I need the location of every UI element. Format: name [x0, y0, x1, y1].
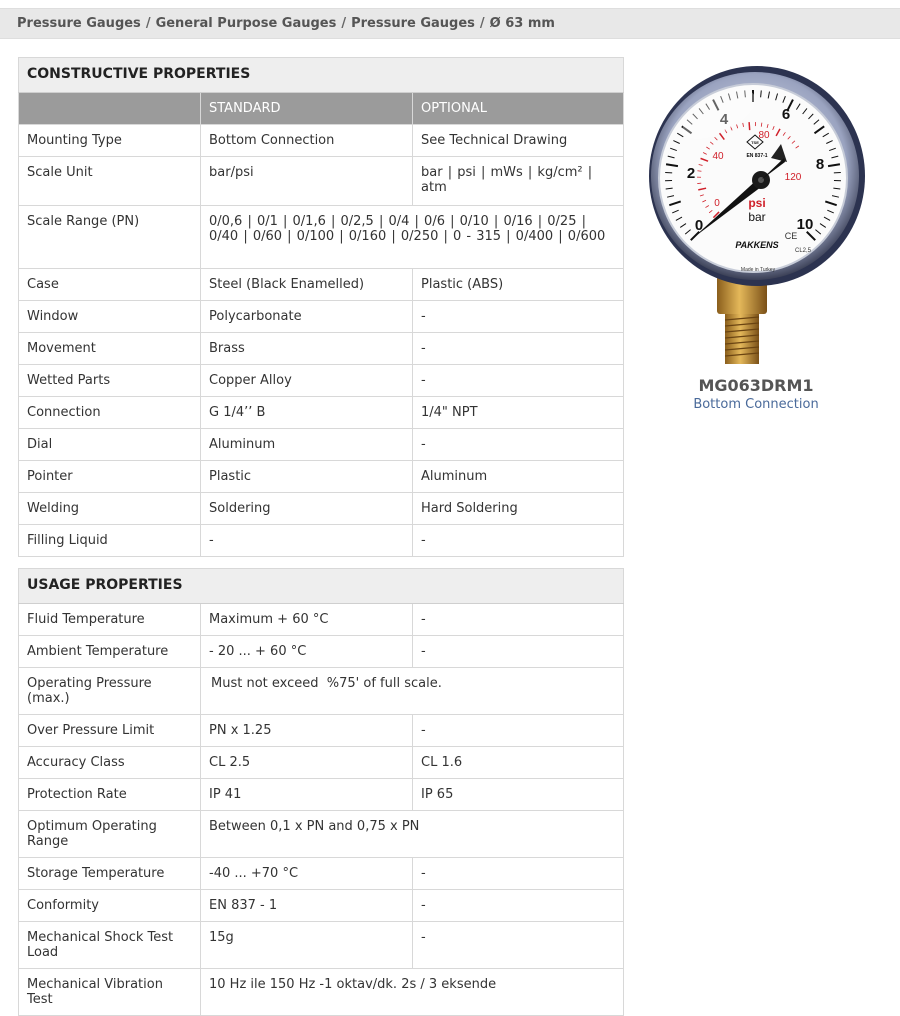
standard-value: bar/psi: [201, 157, 413, 206]
optional-value: -: [413, 525, 624, 557]
row-label: Mounting Type: [19, 125, 201, 157]
table-row: [19, 715, 624, 747]
optional-value: IP 65: [413, 779, 624, 811]
row-label: Mechanical Vibration Test: [19, 969, 201, 1016]
table-row: [19, 779, 624, 811]
optional-value: Hard Soldering: [413, 493, 624, 525]
table-row: [19, 525, 624, 557]
psi-label-0: 0: [714, 198, 720, 209]
made-in-label: Made in Turkey: [741, 267, 776, 273]
standard-value: 10 Hz ile 150 Hz -1 oktav/dk. 2s / 3 eksende: [201, 969, 624, 1016]
breadcrumb-item-pressure-gauges-2[interactable]: Pressure Gauges: [351, 16, 475, 31]
row-label: Mechanical Shock Test Load: [19, 922, 201, 969]
row-label: Welding: [19, 493, 201, 525]
standard-value: 0/0,6 | 0/1 | 0/1,6 | 0/2,5 | 0/4 | 0/6 | 0/10 | 0/16 | 0/25 | 0/40 | 0/60 | 0/100 | 0/160 | 0/250 | 0 - 315 | 0/400 | 0/600: [201, 206, 624, 269]
breadcrumb: Pressure Gauges / General Purpose Gauges / Pressure Gauges / Ø 63 mm: [0, 8, 900, 39]
breadcrumb-item-general-purpose[interactable]: General Purpose Gauges: [156, 16, 337, 31]
breadcrumb-item-pressure-gauges[interactable]: Pressure Gauges: [17, 16, 141, 31]
standard-value: Copper Alloy: [201, 365, 413, 397]
row-label: Optimum Operating Range: [19, 811, 201, 858]
optional-value: -: [413, 636, 624, 668]
row-label: Filling Liquid: [19, 525, 201, 557]
row-label: Conformity: [19, 890, 201, 922]
optional-value: -: [413, 715, 624, 747]
table-row: [19, 969, 624, 1016]
standard-value: 15g: [201, 922, 413, 969]
row-label: Dial: [19, 429, 201, 461]
brass-thread: [725, 314, 759, 364]
section-title-constructive: CONSTRUCTIVE PROPERTIES: [19, 58, 624, 93]
row-label: Protection Rate: [19, 779, 201, 811]
unit-bar: bar: [748, 210, 765, 224]
product-subtitle-link[interactable]: Bottom Connection: [645, 397, 867, 412]
table-row: [19, 301, 624, 333]
standard-value: - 20 ... + 60 °C: [201, 636, 413, 668]
row-label: Connection: [19, 397, 201, 429]
table-row: [19, 747, 624, 779]
standard-value: G 1/4’’ B: [201, 397, 413, 429]
row-label: Movement: [19, 333, 201, 365]
bar-tick: [761, 90, 762, 97]
optional-value: -: [413, 429, 624, 461]
table-row: [19, 206, 624, 269]
table-row: [19, 890, 624, 922]
bar-label-10: 10: [797, 216, 814, 233]
bar-label-8: 8: [816, 156, 824, 173]
psi-tick: [749, 122, 750, 130]
brand-logo: PAKKENS: [735, 240, 778, 250]
optional-value: CL 1.6: [413, 747, 624, 779]
tse-mark: TSE: [751, 140, 759, 145]
row-label: Ambient Temperature: [19, 636, 201, 668]
standard-value: Must not exceed %75' of full scale.: [201, 668, 624, 715]
psi-label-80: 80: [758, 130, 770, 141]
psi-label-40: 40: [712, 151, 724, 162]
optional-value: -: [413, 333, 624, 365]
table-row: [19, 604, 624, 636]
product-code: MG063DRM1: [645, 376, 867, 395]
header-optional: OPTIONAL: [413, 93, 624, 125]
row-label: Accuracy Class: [19, 747, 201, 779]
optional-value: -: [413, 858, 624, 890]
header-empty: [19, 93, 201, 125]
row-label: Pointer: [19, 461, 201, 493]
usage-properties-table: [18, 568, 624, 1016]
optional-value: -: [413, 922, 624, 969]
constructive-properties-table: [18, 57, 624, 557]
standard-value: -40 ... +70 °C: [201, 858, 413, 890]
bar-label-2: 2: [687, 165, 695, 182]
bar-label-4: 4: [720, 111, 729, 128]
standard-value: IP 41: [201, 779, 413, 811]
standard-value: Between 0,1 x PN and 0,75 x PN: [201, 811, 624, 858]
standard-value: Polycarbonate: [201, 301, 413, 333]
table-row: [19, 125, 624, 157]
optional-value: -: [413, 890, 624, 922]
table-header-row: [19, 93, 624, 125]
optional-value: 1/4" NPT: [413, 397, 624, 429]
table-row: [19, 333, 624, 365]
standard-value: Soldering: [201, 493, 413, 525]
product-image[interactable]: [645, 58, 867, 378]
table-row: [19, 922, 624, 969]
table-row: [19, 493, 624, 525]
standard-value: PN x 1.25: [201, 715, 413, 747]
table-row: [19, 365, 624, 397]
table-row: [19, 269, 624, 301]
row-label: Scale Range (PN): [19, 206, 201, 269]
pressure-gauge-illustration: [645, 58, 867, 378]
breadcrumb-item-current: Ø 63 mm: [490, 16, 555, 31]
psi-label-120: 120: [785, 172, 802, 183]
accuracy-class-label: CL2,5: [795, 248, 812, 254]
standard-value: CL 2.5: [201, 747, 413, 779]
bar-label-0: 0: [695, 217, 703, 234]
optional-value: bar | psi | mWs | kg/cm² | atm: [413, 157, 624, 206]
table-row: [19, 668, 624, 715]
optional-value: Aluminum: [413, 461, 624, 493]
row-label: Scale Unit: [19, 157, 201, 206]
row-label: Storage Temperature: [19, 858, 201, 890]
standard-mark: EN 837-1: [746, 153, 767, 159]
table-row: [19, 157, 624, 206]
standard-value: Brass: [201, 333, 413, 365]
header-standard: STANDARD: [201, 93, 413, 125]
row-label: Window: [19, 301, 201, 333]
standard-value: EN 837 - 1: [201, 890, 413, 922]
row-label: Wetted Parts: [19, 365, 201, 397]
optional-value: -: [413, 604, 624, 636]
table-row: [19, 811, 624, 858]
standard-value: Maximum + 60 °C: [201, 604, 413, 636]
optional-value: -: [413, 301, 624, 333]
table-row: [19, 429, 624, 461]
standard-value: Aluminum: [201, 429, 413, 461]
section-title-usage: USAGE PROPERTIES: [19, 569, 624, 604]
table-row: [19, 858, 624, 890]
row-label: Over Pressure Limit: [19, 715, 201, 747]
standard-value: Steel (Black Enamelled): [201, 269, 413, 301]
row-label: Fluid Temperature: [19, 604, 201, 636]
standard-value: Plastic: [201, 461, 413, 493]
row-label: Operating Pressure (max.): [19, 668, 201, 715]
psi-tick: [697, 171, 701, 172]
table-row: [19, 397, 624, 429]
unit-psi: psi: [748, 196, 765, 210]
table-row: [19, 461, 624, 493]
standard-value: -: [201, 525, 413, 557]
table-row: [19, 636, 624, 668]
standard-value: Bottom Connection: [201, 125, 413, 157]
optional-value: Plastic (ABS): [413, 269, 624, 301]
optional-value: See Technical Drawing: [413, 125, 624, 157]
row-label: Case: [19, 269, 201, 301]
bar-label-6: 6: [782, 106, 790, 123]
ce-mark-icon: CE: [785, 231, 798, 241]
optional-value: -: [413, 365, 624, 397]
